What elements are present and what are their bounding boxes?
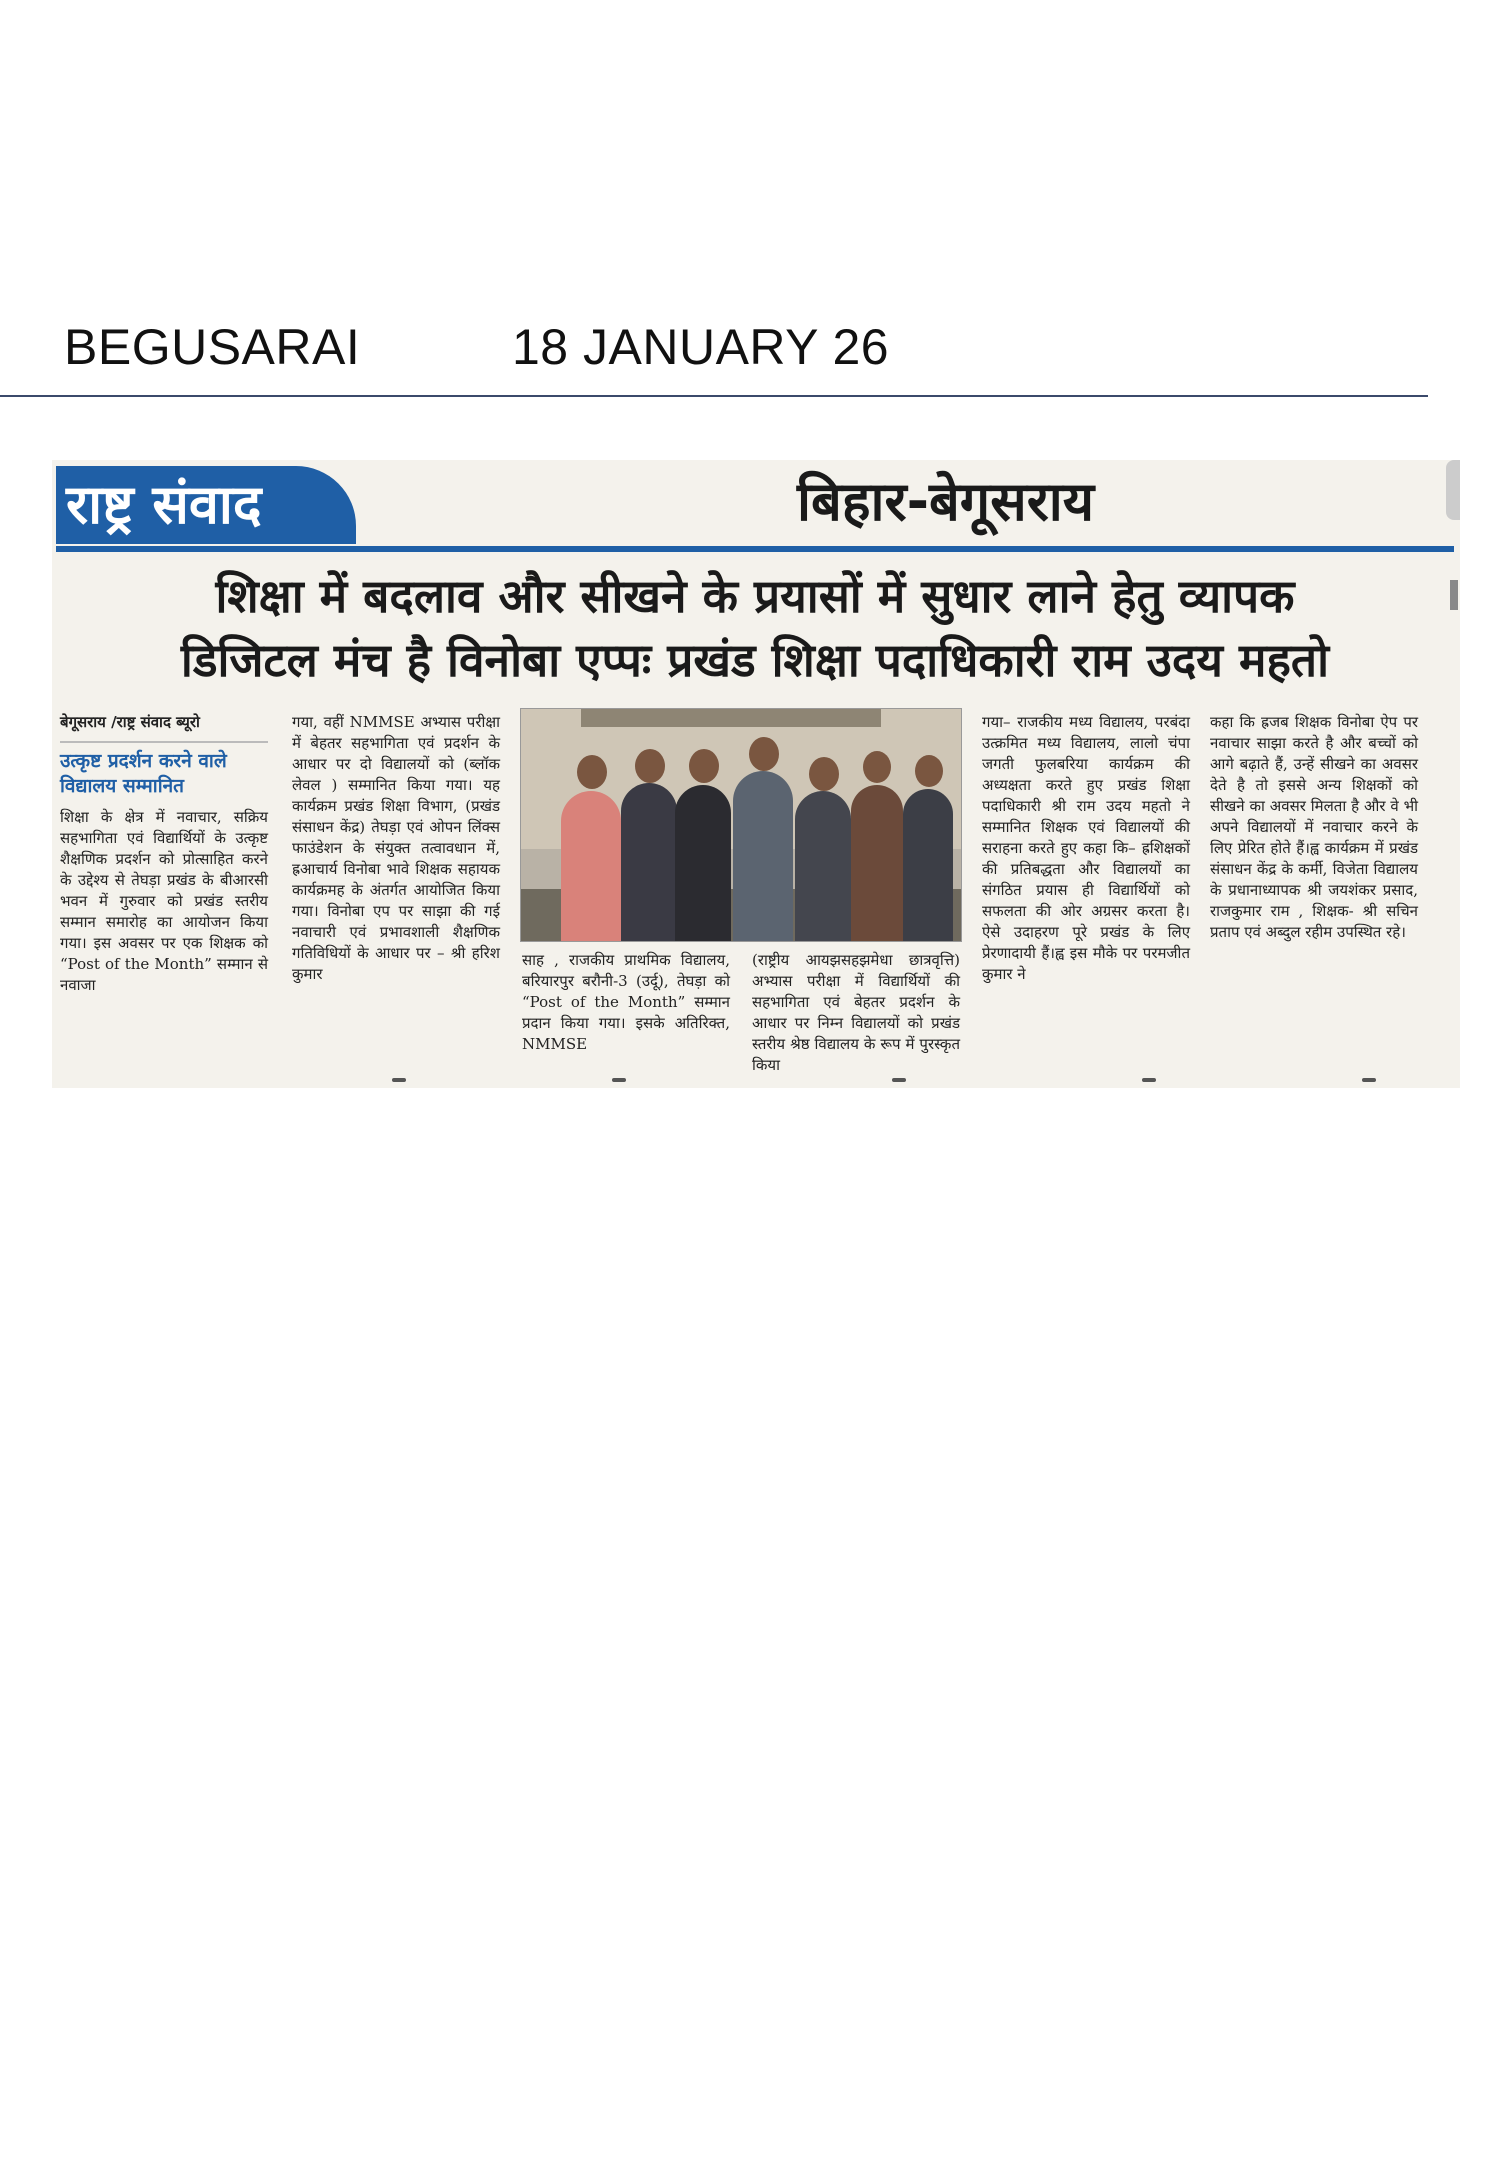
person-head <box>577 755 607 789</box>
cut-off-text-edge <box>52 1072 1460 1088</box>
headline <box>56 564 1454 692</box>
person-figure <box>733 771 793 941</box>
person-head <box>863 751 891 783</box>
person-head <box>689 749 719 783</box>
clipping-date: 18 JANUARY 26 <box>512 319 890 375</box>
person-figure <box>795 791 851 941</box>
article-column-2 <box>292 712 500 985</box>
ceremony-photo <box>520 708 962 942</box>
column-text-3: साह , राजकीय प्राथमिक विद्यालय, बरियारपुर बरौनी-3 (उर्दू), तेघड़ा को “Post of the Month” सम्मान प्रदान किया गया। इसके अतिरिक्त, NMMSE <box>522 951 730 1053</box>
person-head <box>635 749 665 783</box>
clipping-place: BEGUSARAI <box>64 319 361 375</box>
headline-line-1: शिक्षा में बदलाव और सीखने के प्रयासों में सुधार लाने हेतु व्यापक <box>215 569 1295 623</box>
column-text-6: कहा कि ह्रजब शिक्षक विनोबा ऐप पर नवाचार साझा करते है और बच्चों को आगे बढ़ाते हैं, उन्हें सीखने का अवसर देते है तो इससे अन्य शिक्षकों को सीखने का अवसर मिलता है और वे भी अपने विद्यालयों में नवाचार करने के लिए प्रेरित होते हैं।ह्व कार्यक्रम में प्रखंड संसाधन केंद्र के कर्मी, विजेता विद्यालय के प्रधानाध्यापक श्री जयशंकर प्रसाद, राजकुमार राम , शिक्षक- श्री सचिन प्रताप एवं अब्दुल रहीम उपस्थित रहे। <box>1210 713 1418 941</box>
person-figure <box>675 785 731 941</box>
article-column-6 <box>1210 712 1418 943</box>
person-figure <box>851 785 903 941</box>
dateline: बेगूसराय /राष्ट्र संवाद ब्यूरो <box>60 713 200 731</box>
column-text-2: गया, वहीं NMMSE अभ्यास परीक्षा में बेहतर सहभागिता एवं प्रदर्शन के आधार पर दो विद्यालयों को (ब्लॉक लेवल ) सम्मानित किया गया। यह कार्यक्रम प्रखंड शिक्षा विभाग, (प्रखंड संसाधन केंद्र) तेघड़ा एवं ओपन लिंक्स फाउंडेशन के संयुक्त तत्वावधान में, ह्रआचार्य विनोबा भावे शिक्षक सहायक कार्यक्रमह के अंतर्गत आयोजित किया गया। विनोबा एप पर साझा की गई नवाचारी एवं प्रभावशाली शैक्षणिक गतिविधियों के आधार पर – श्री हरिश कुमार <box>292 713 500 983</box>
newspaper-clipping <box>52 460 1460 1088</box>
person-figure <box>903 789 953 941</box>
headline-line-2: डिजिटल मंच है विनोबा एप्पः प्रखंड शिक्षा पदाधिकारी राम उदय महतो <box>180 633 1330 687</box>
article-column-4 <box>752 950 960 1076</box>
column-text-4: (राष्ट्रीय आयझसहझमेधा छात्रवृत्ति) अभ्यास परीक्षा में विद्यार्थियों की सहभागिता एवं बेहतर प्रदर्शन के आधार पर निम्न विद्यालयों को प्रखंड स्तरीय श्रेष्ठ विद्यालय के रूप में पुरस्कृत किया <box>752 951 960 1074</box>
article-column-1 <box>60 712 268 996</box>
masthead-rule <box>56 546 1454 552</box>
article-column-3 <box>522 950 730 1055</box>
person-figure <box>621 783 677 941</box>
column-text-5: गया– राजकीय मध्य विद्यालय, परबंदा उत्क्रमित मध्य विद्यालय, लालो चंपा जगती फुलबरिया कार्यक्रम की अध्यक्षता करते हुए प्रखंड शिक्षा पदाधिकारी श्री राम उदय महतो ने सम्मानित शिक्षक एवं विद्यालयों की सराहना करते हुए कहा कि– ह्रशिक्षकों की प्रतिबद्धता और विद्यालयों का संगठित प्रयास ही विद्यार्थियों को सफलता की ओर अग्रसर करता है। ऐसे उदाहरण पूरे प्रखंड के लिए प्रेरणादायी हैं।ह्व इस मौके पर परमजीत कुमार ने <box>982 713 1190 983</box>
page-edge <box>1446 460 1460 520</box>
section-title: बिहार-बेगूसराय <box>797 470 1095 533</box>
column-text-1: शिक्षा के क्षेत्र में नवाचार, सक्रिय सहभागिता एवं विद्यार्थियों के उत्कृष्ट शैक्षणिक प्रदर्शन को प्रोत्साहित करने के उद्देश्य से तेघड़ा प्रखंड के बीआरसी भवन में गुरुवार को प्रखंड स्तरीय सम्मान समारोह का आयोजन किया गया। इस अवसर पर एक शिक्षक को “Post of the Month” सम्मान से नवाजा <box>60 808 268 994</box>
person-head <box>809 757 839 791</box>
person-head <box>915 755 943 787</box>
person-head <box>749 737 779 771</box>
article-column-5 <box>982 712 1190 985</box>
subheading: उत्कृष्ट प्रदर्शन करने वाले विद्यालय सम्मानित <box>60 741 268 799</box>
person-figure <box>561 791 621 941</box>
newspaper-masthead: राष्ट्र संवाद <box>56 466 356 544</box>
header-divider <box>0 395 1428 397</box>
photo-roof <box>581 709 881 727</box>
